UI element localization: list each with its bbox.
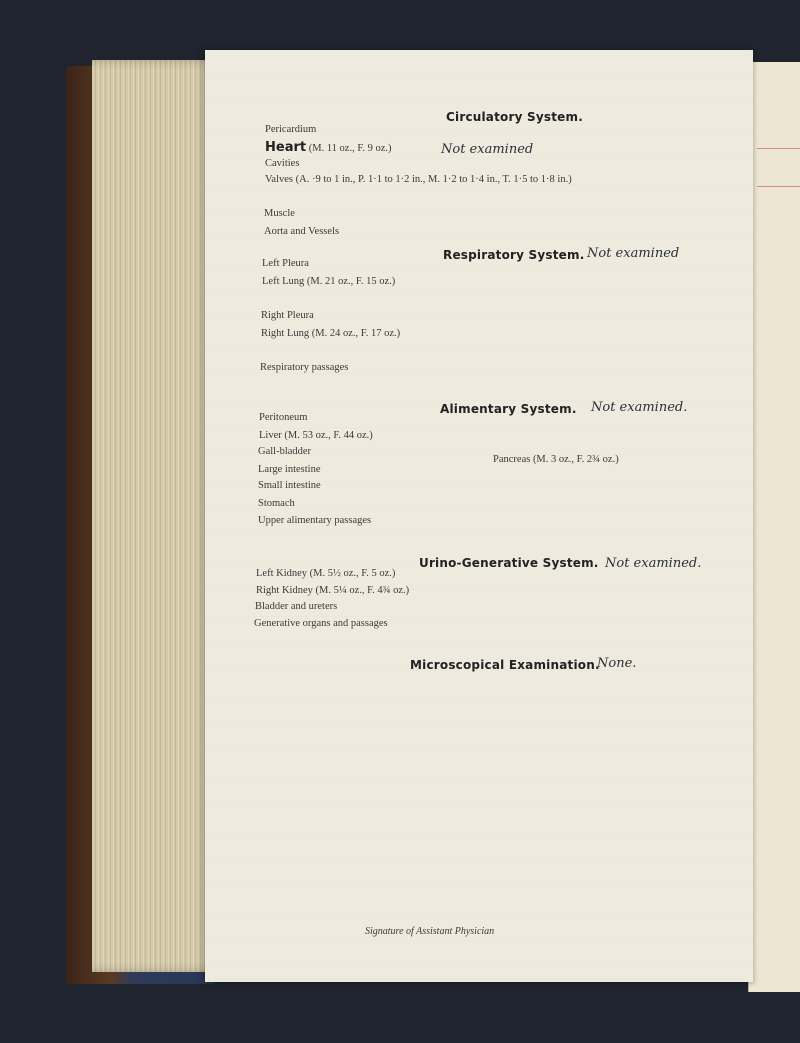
heart-label: Heart	[265, 140, 307, 155]
microscopical-heading: Microscopical Examination.	[410, 658, 600, 672]
small-intestine-label: Small intestine	[258, 480, 321, 491]
right-kidney-label: Right Kidney (M. 5¼ oz., F. 4¾ oz.)	[256, 585, 410, 596]
peritoneum-label: Peritoneum	[259, 412, 308, 423]
alimentary-note: Not examined.	[591, 400, 688, 415]
signature-line: Signature of Assistant Physician	[365, 926, 495, 937]
aorta-label: Aorta and Vessels	[264, 226, 340, 237]
bladder-label: Bladder and ureters	[255, 601, 338, 612]
gall-bladder-label: Gall-bladder	[258, 446, 312, 457]
left-lung-label: Left Lung (M. 21 oz., F. 15 oz.)	[262, 276, 396, 287]
cavities-label: Cavities	[265, 158, 300, 169]
right-lung-label: Right Lung (M. 24 oz., F. 17 oz.)	[261, 328, 401, 339]
generative-label: Generative organs and passages	[254, 618, 388, 629]
heart-row	[265, 140, 392, 155]
respiratory-passages-label: Respiratory passages	[260, 362, 349, 373]
liver-label: Liver (M. 53 oz., F. 44 oz.)	[259, 430, 373, 441]
left-kidney-label: Left Kidney (M. 5½ oz., F. 5 oz.)	[256, 568, 396, 579]
circulatory-heading: Circulatory System.	[446, 110, 583, 124]
large-intestine-label: Large intestine	[258, 464, 321, 475]
microscopical-note: None.	[597, 656, 637, 671]
stomach-label: Stomach	[258, 498, 295, 509]
heart-weights: (M. 11 oz., F. 9 oz.)	[308, 143, 392, 154]
right-pleura-label: Right Pleura	[261, 310, 314, 321]
alimentary-heading: Alimentary System.	[440, 402, 577, 416]
urino-note: Not examined.	[605, 556, 702, 571]
ledger-page	[205, 50, 753, 982]
respiratory-note: Not examined	[587, 246, 680, 261]
left-pleura-label: Left Pleura	[262, 258, 309, 269]
upper-alimentary-label: Upper alimentary passages	[258, 515, 372, 526]
pancreas-label: Pancreas (M. 3 oz., F. 2¾ oz.)	[493, 454, 619, 465]
urino-heading: Urino-Generative System.	[419, 556, 599, 570]
book-page-edges	[92, 60, 222, 972]
facing-page	[748, 62, 800, 992]
respiratory-heading: Respiratory System.	[443, 248, 585, 262]
valves-label: Valves (A. ·9 to 1 in., P. 1·1 to 1·2 in., M. 1·2 to 1·4 in., T. 1·5 to 1·8 in.)	[265, 174, 572, 185]
muscle-label: Muscle	[264, 208, 295, 219]
circulatory-note: Not examined	[441, 142, 534, 157]
pericardium-label: Pericardium	[265, 124, 317, 135]
